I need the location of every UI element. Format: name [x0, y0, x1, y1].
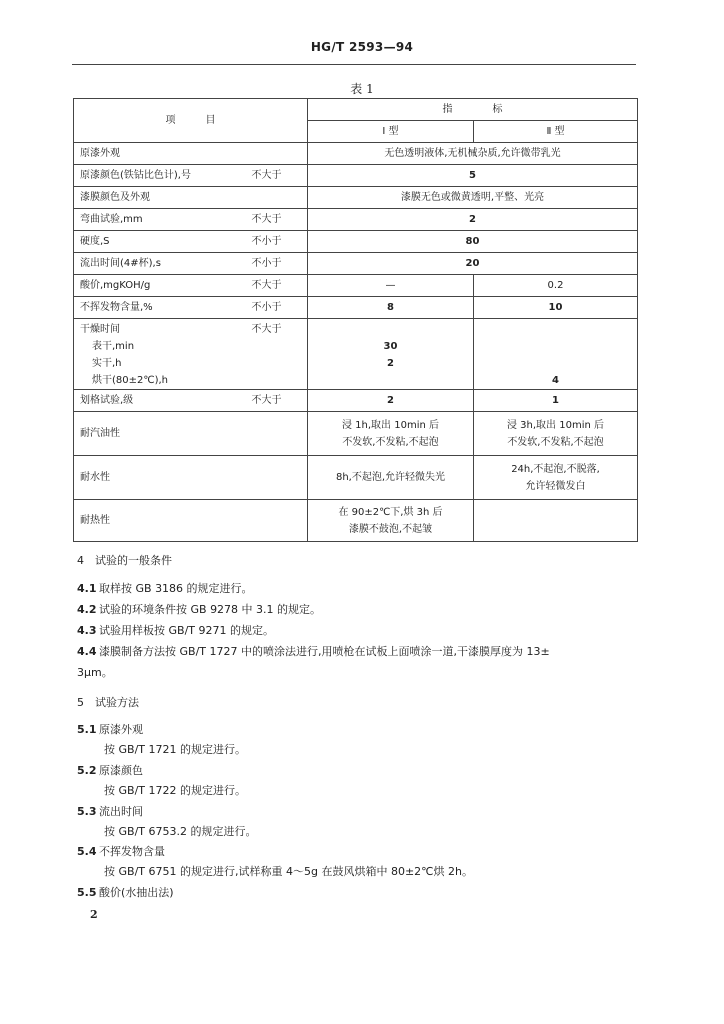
clause-text: 酸价(水抽出法): [99, 886, 174, 899]
clause-text: 原漆颜色: [99, 764, 143, 777]
section-5-title: 5 试验方法: [77, 696, 139, 709]
head-type2: Ⅱ 型: [474, 121, 638, 143]
section-4-title: 4 试验的一般条件: [77, 554, 172, 567]
clause-number: 5.3: [77, 805, 97, 818]
row-value: 漆膜无色或微黄透明,平整、光亮: [308, 187, 638, 209]
head-item: 项 目: [74, 99, 308, 143]
clause-5-3: [77, 803, 637, 819]
clause-number: 4.2: [77, 603, 97, 616]
dry-name: 干燥时间: [80, 324, 120, 335]
clause-5-3-body: 按 GB/T 6753.2 的规定进行。: [104, 825, 257, 838]
table-row: [74, 231, 638, 253]
table-row: [74, 412, 638, 456]
clause-number: 4.1: [77, 582, 97, 595]
dry-limit: 不大于: [250, 319, 308, 390]
dry-sub2: 实干,h: [92, 358, 122, 369]
row-name: 原漆外观: [74, 143, 250, 165]
clause-text: 试验的环境条件按 GB 9278 中 3.1 的规定。: [99, 603, 322, 616]
row-type2-cell: [474, 412, 638, 456]
row-value: 5: [308, 165, 638, 187]
dry-name-cell: [74, 319, 250, 390]
clause-4-4: [77, 643, 637, 659]
page-number: 2: [90, 908, 98, 921]
row-type1-cell: [308, 412, 474, 456]
row-type1: —: [308, 275, 474, 297]
row-limit: 不大于: [250, 165, 308, 187]
water-type2-line1: 24h,不起泡,不脱落,: [511, 463, 600, 475]
clause-4-3: [77, 622, 637, 638]
clause-5-2-body: 按 GB/T 1722 的规定进行。: [104, 784, 246, 797]
table-row: [74, 456, 638, 500]
row-limit: 不小于: [250, 253, 308, 275]
row-value: 80: [308, 231, 638, 253]
steam-type1-line2: 不发软,不发粘,不起泡: [342, 436, 439, 448]
document-header: HG/T 2593—94: [310, 40, 414, 54]
clause-number: 5.4: [77, 845, 97, 858]
row-value: 无色透明液体,无机械杂质,允许微带乳光: [308, 143, 638, 165]
dry-type1-cell: [308, 319, 474, 390]
clause-number: 4.3: [77, 624, 97, 637]
dry-type2-cell: [474, 319, 638, 390]
clause-number: 5.2: [77, 764, 97, 777]
clause-5-1-body: 按 GB/T 1721 的规定进行。: [104, 743, 246, 756]
dry-v1: 30: [383, 341, 398, 352]
clause-5-2: [77, 762, 637, 778]
table-row: [74, 275, 638, 297]
row-type2-cell: [474, 456, 638, 500]
spec-table: [73, 98, 638, 542]
dry-v2: 2: [387, 358, 394, 369]
row-name: 耐水性: [74, 456, 250, 500]
row-limit: 不小于: [250, 297, 308, 319]
clause-text: 试验用样板按 GB/T 9271 的规定。: [99, 624, 274, 637]
table-row: [74, 297, 638, 319]
row-limit: 不小于: [250, 231, 308, 253]
row-type2: 0.2: [474, 275, 638, 297]
row-name: 不挥发物含量,%: [74, 297, 250, 319]
row-limit: 不大于: [250, 209, 308, 231]
clause-text: 流出时间: [99, 805, 143, 818]
row-type1: 8h,不起泡,允许轻微失光: [308, 456, 474, 500]
row-type1: 2: [308, 390, 474, 412]
row-value: 20: [308, 253, 638, 275]
clause-number: 4.4: [77, 645, 97, 658]
row-name: 弯曲试验,mm: [74, 209, 250, 231]
table-row: [74, 253, 638, 275]
row-limit: [250, 143, 308, 165]
table-row: [74, 165, 638, 187]
row-limit: 不大于: [250, 390, 308, 412]
table-row-dry: [74, 319, 638, 390]
row-limit: 不大于: [250, 275, 308, 297]
clause-text: 不挥发物含量: [99, 845, 165, 858]
row-type1: 8: [308, 297, 474, 319]
table-head-row: [74, 99, 638, 121]
table-row: [74, 187, 638, 209]
steam-type1-line1: 浸 1h,取出 10min 后: [342, 419, 439, 431]
heat-type1-line2: 漆膜不鼓泡,不起皱: [348, 523, 433, 535]
row-name: 流出时间(4#杯),s: [74, 253, 250, 275]
table-caption: 表 1: [350, 82, 374, 96]
clause-text: 原漆外观: [99, 723, 143, 736]
clause-5-4-body: 按 GB/T 6751 的规定进行,试样称重 4～5g 在鼓风烘箱中 80±2℃烘 2h。: [104, 865, 473, 878]
clause-5-1: [77, 721, 637, 737]
clause-4-1: [77, 580, 637, 596]
clause-4-2: [77, 601, 637, 617]
row-type2: 10: [474, 297, 638, 319]
table-row: [74, 390, 638, 412]
clause-5-4: [77, 843, 637, 859]
head-type1: Ⅰ 型: [308, 121, 474, 143]
row-name: 耐汽油性: [74, 412, 250, 456]
clause-5-5: [77, 884, 637, 900]
row-type1-cell: [308, 500, 474, 542]
header-rule: [72, 64, 636, 65]
clause-number: 5.5: [77, 886, 97, 899]
table-row: [74, 143, 638, 165]
dry-v3: 4: [552, 375, 559, 386]
row-name: 原漆颜色(铁钴比色计),号: [74, 165, 250, 187]
row-name: 耐热性: [74, 500, 250, 542]
steam-type2-line2: 不发软,不发粘,不起泡: [507, 436, 604, 448]
dry-sub3: 烘干(80±2℃),h: [92, 375, 169, 386]
clause-4-4-cont: 3μm。: [77, 666, 113, 679]
row-name: 硬度,S: [74, 231, 250, 253]
water-type2-line2: 允许轻微发白: [525, 480, 586, 492]
row-name: 划格试验,级: [74, 390, 250, 412]
row-type2: 1: [474, 390, 638, 412]
dry-sub1: 表干,min: [92, 341, 135, 352]
row-value: 2: [308, 209, 638, 231]
row-limit: [250, 187, 308, 209]
row-type2: [474, 500, 638, 542]
clause-text: 取样按 GB 3186 的规定进行。: [99, 582, 253, 595]
row-name: 漆膜颜色及外观: [74, 187, 250, 209]
head-indicator: 指 标: [308, 99, 638, 121]
clause-text: 漆膜制备方法按 GB/T 1727 中的喷涂法进行,用喷枪在试板上面喷涂一道,干漆膜厚度为 13±: [99, 645, 550, 658]
table-row: [74, 500, 638, 542]
clause-number: 5.1: [77, 723, 97, 736]
row-name: 酸价,mgKOH/g: [74, 275, 250, 297]
heat-type1-line1: 在 90±2℃下,烘 3h 后: [338, 506, 443, 518]
table-row: [74, 209, 638, 231]
steam-type2-line1: 浸 3h,取出 10min 后: [507, 419, 604, 431]
